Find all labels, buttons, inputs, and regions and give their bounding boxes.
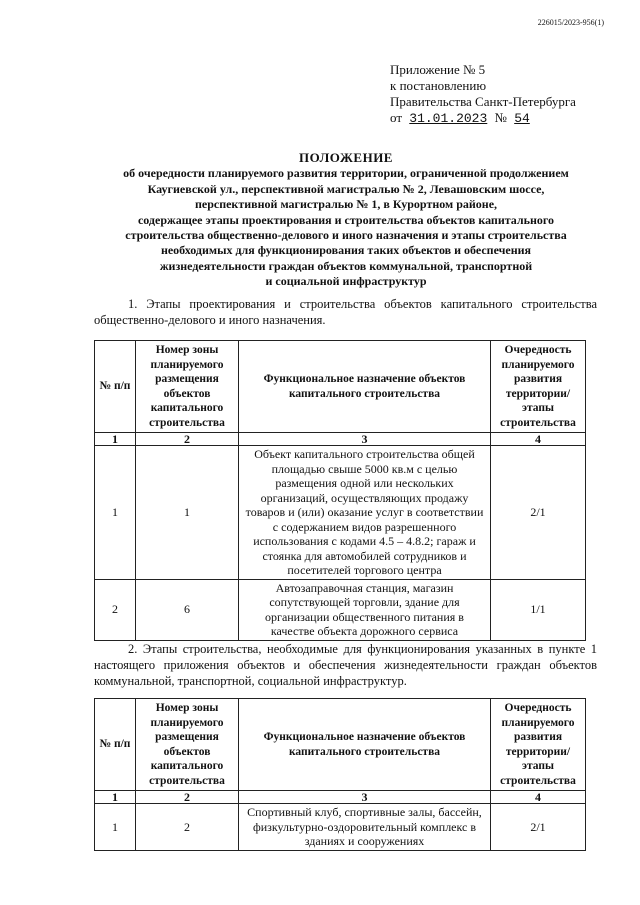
title-line: Каугиевской ул., перспективной магистралью № 2, Левашовским шоссе, [147,181,545,196]
appendix-line: Правительства Санкт-Петербурга [390,94,576,109]
title-line: об очередности планируемого развития территории, ограниченной продолжением [123,166,569,181]
column-number: 4 [491,433,586,446]
column-number: 2 [136,433,239,446]
header-purpose: Функциональное назначение объектов капитального строительства [239,699,491,791]
row-zone: 6 [136,579,239,640]
table-header-row [95,699,586,791]
resolution-number: 54 [514,111,530,126]
column-number-row [95,791,586,804]
appendix-date-line [390,110,576,127]
title-line: содержащее этапы проектирования и строительства объектов капитального [137,212,555,227]
resolution-date: 31.01.2023 [409,111,488,126]
appendix-reference [390,62,576,127]
appendix-line: Приложение № 5 [390,62,486,77]
section-2-paragraph [94,641,597,689]
row-purpose: Спортивный клуб, спортивные залы, бассейн, физкультурно-оздоровительный комплекс в зданиях и сооружениях [239,804,491,851]
date-prefix: от [390,110,403,125]
title-line: перспективной магистралью № 1, в Курортном районе, [194,197,498,212]
stages-table-1 [94,340,586,641]
document-title [86,150,606,290]
header-number: № п/п [95,699,136,791]
row-stage: 2/1 [491,446,586,580]
row-number: 1 [95,446,136,580]
document-id: 226015/2023-956(1) [537,18,604,27]
section-number: 1. [128,297,138,311]
stages-table-2 [94,698,586,851]
table-row [95,804,586,851]
table-row [95,579,586,640]
section-1-paragraph [94,296,597,328]
column-number: 2 [136,791,239,804]
row-stage: 2/1 [491,804,586,851]
header-purpose: Функциональное назначение объектов капитального строительства [239,341,491,433]
title-line: и социальной инфраструктур [265,274,427,289]
row-purpose: Автозаправочная станция, магазин сопутствующей торговли, здание для организации общественного питания в качестве объекта дорожного сервиса [239,579,491,640]
title-line: необходимых для функционирования таких объектов и обеспечения [160,243,532,258]
row-zone: 1 [136,446,239,580]
header-stage: Очередность планируемого развития территории/ этапы строительства [491,699,586,791]
title-line: строительства общественно-делового и иного назначения и этапы строительства [125,228,567,243]
appendix-line: к постановлению [390,78,487,93]
section-number: 2. [128,642,138,656]
column-number: 3 [239,791,491,804]
title-main: ПОЛОЖЕНИЕ [299,150,393,165]
header-stage: Очередность планируемого развития территории/ этапы строительства [491,341,586,433]
column-number: 1 [95,433,136,446]
row-purpose: Объект капитального строительства общей площадью свыше 5000 кв.м с целью размещения одной или нескольких организаций, осуществляющих продажу товаров и (или) оказание услуг в соответствии с содержанием видов разрешенного использования с кодами 4.5 – 4.8.2; гараж и стоянка для автомобилей сотрудников и посетителей торгового центра [239,446,491,580]
number-prefix: № [494,110,507,125]
table-row [95,446,586,580]
column-number: 1 [95,791,136,804]
table-header-row [95,341,586,433]
column-number: 4 [491,791,586,804]
row-zone: 2 [136,804,239,851]
row-stage: 1/1 [491,579,586,640]
row-number: 2 [95,579,136,640]
header-number: № п/п [95,341,136,433]
title-line: жизнедеятельности граждан объектов коммунальной, транспортной [159,258,533,273]
section-text: Этапы строительства, необходимые для функционирования указанных в пункте 1 настоящего приложения объектов и обеспечения жизнедеятельности граждан объектов коммунальной, транспортной, социальной инфраструктур. [94,642,598,688]
column-number-row [95,433,586,446]
column-number: 3 [239,433,491,446]
header-zone: Номер зоны планируемого размещения объектов капитального строительства [136,699,239,791]
header-zone: Номер зоны планируемого размещения объектов капитального строительства [136,341,239,433]
row-number: 1 [95,804,136,851]
section-text: Этапы проектирования и строительства объектов капитального строительства общественно-делового и иного назначения. [94,297,597,327]
